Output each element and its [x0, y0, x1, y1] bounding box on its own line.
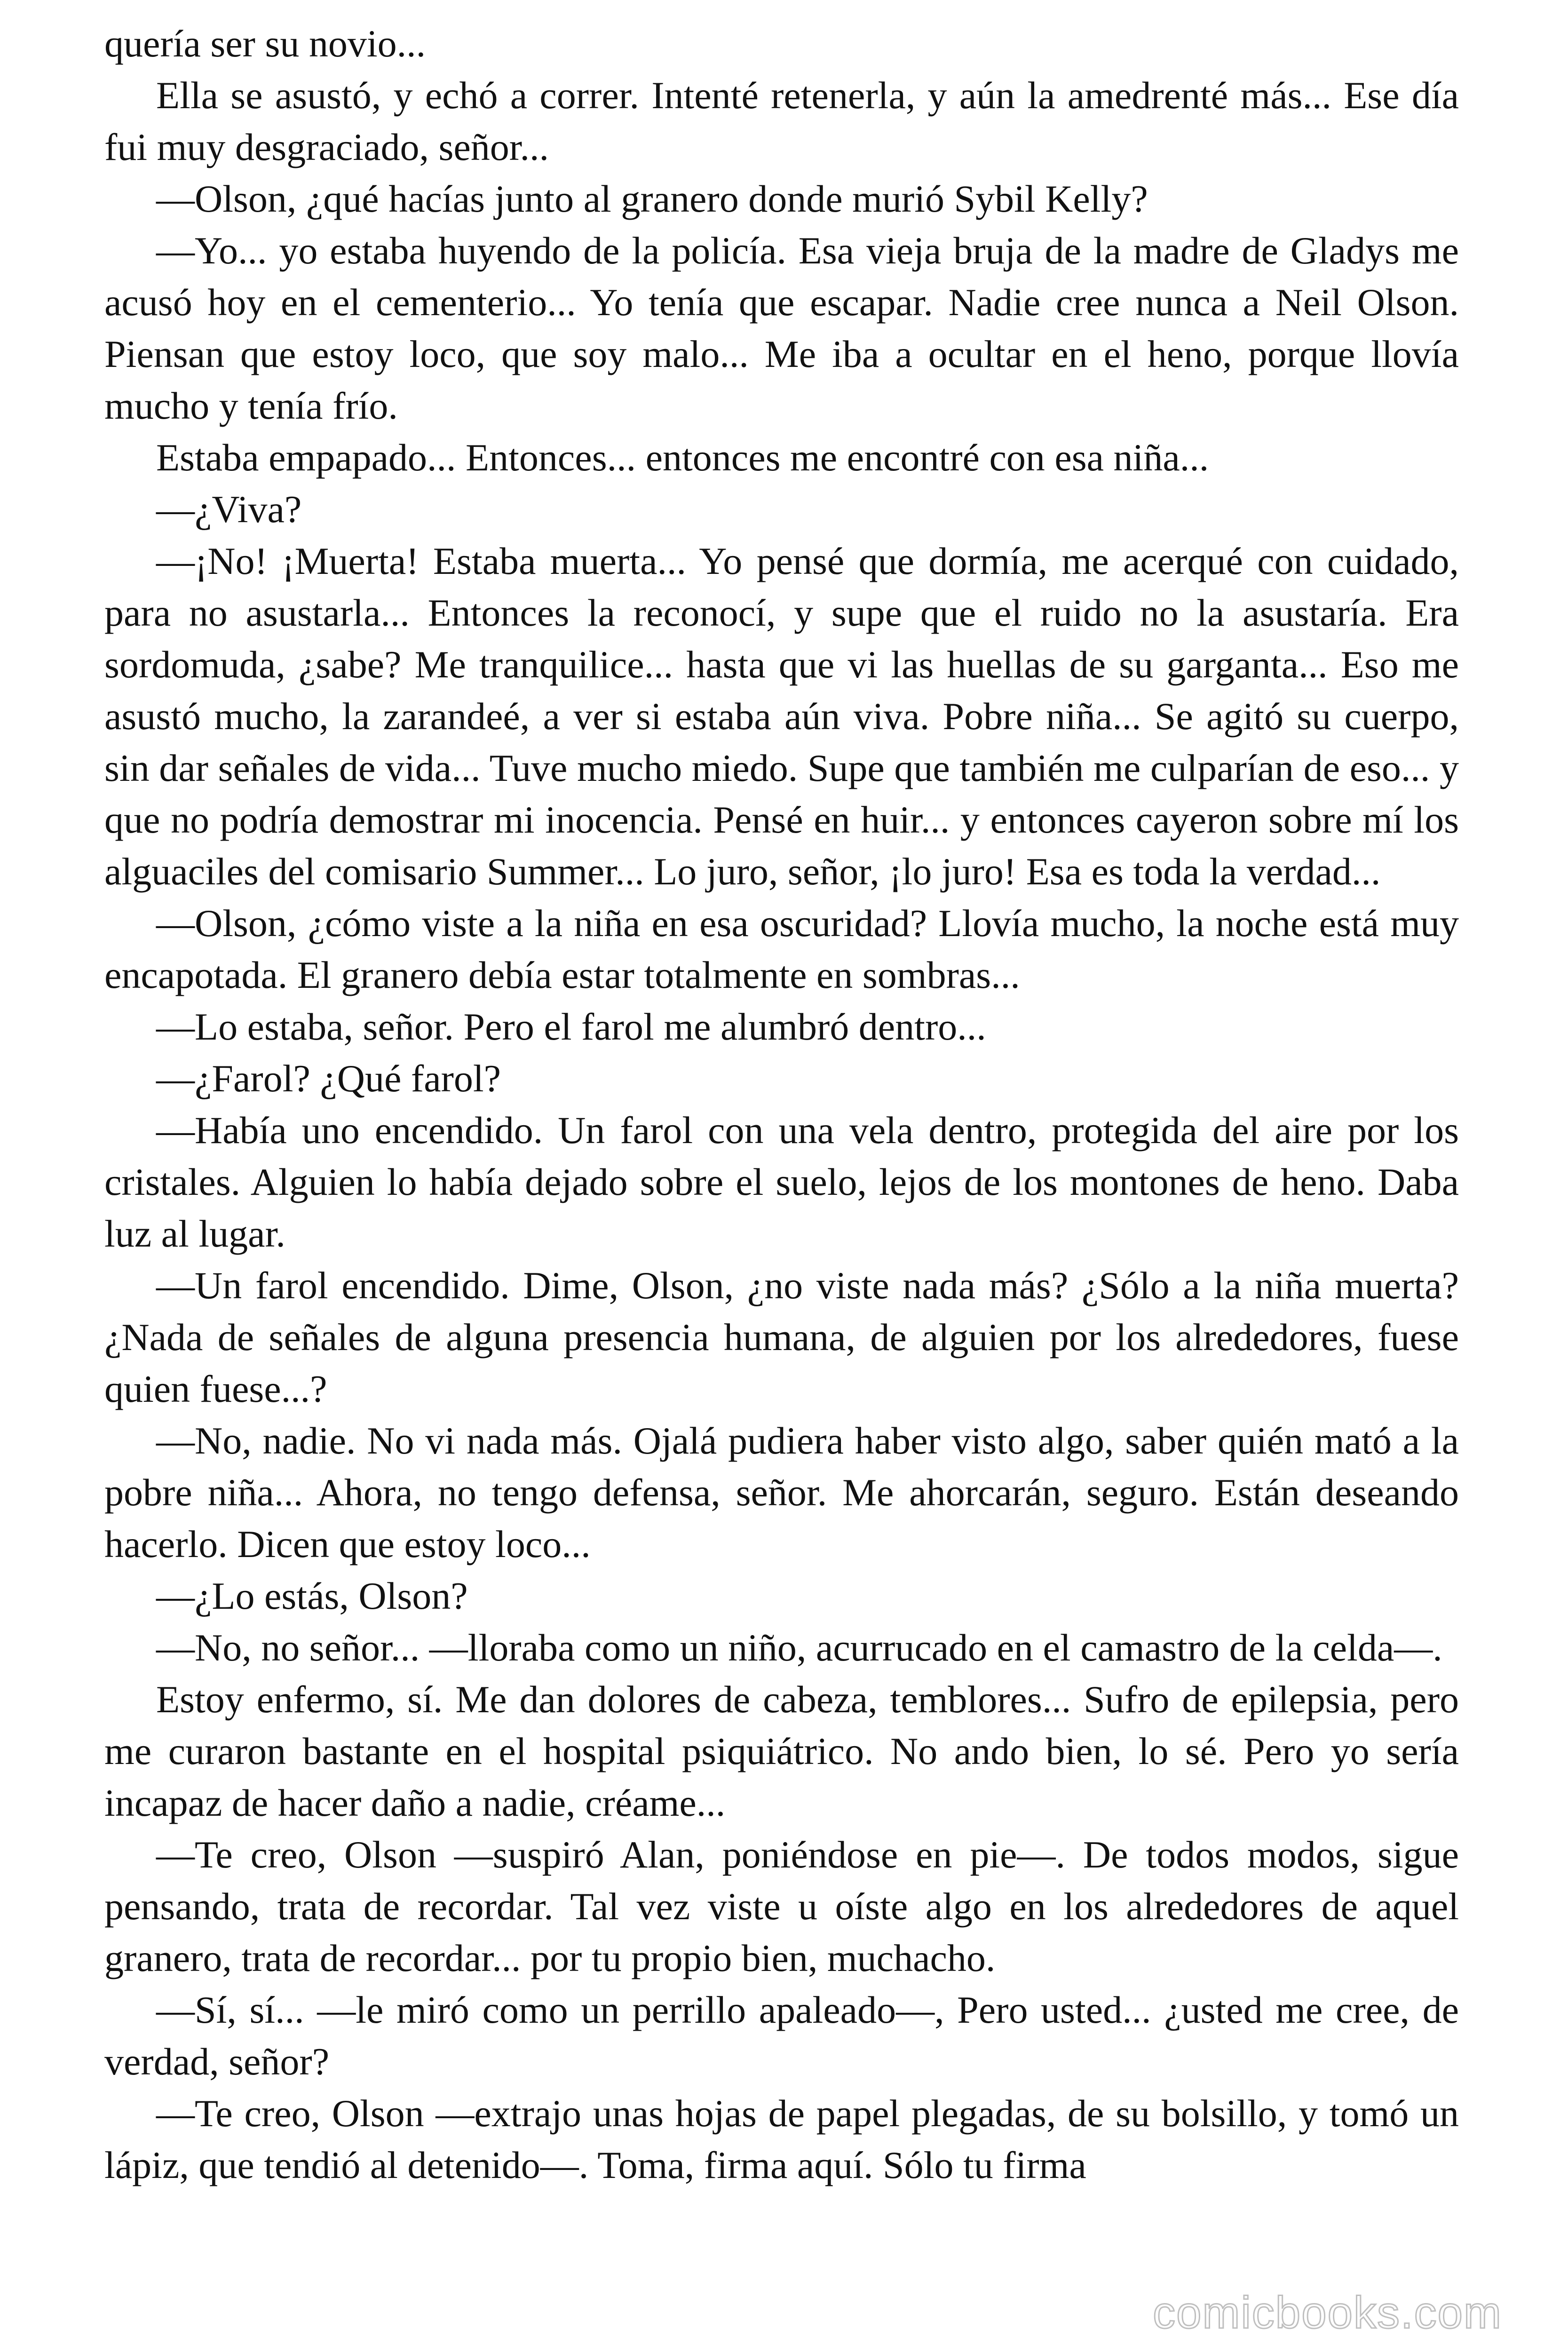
paragraph-12: —Un farol encendido. Dime, Olson, ¿no viste nada más? ¿Sólo a la niña muerta? ¿Nada de señales de alguna presencia humana, de alguien por los alrededores, fuese quien fuese...?: [104, 1264, 1459, 1410]
paragraph-10: —¿Farol? ¿Qué farol?: [156, 1057, 501, 1100]
paragraph-7: —¡No! ¡Muerta! Estaba muerta... Yo pensé que dormía, me acerqué con cuidado, para no asustarla... Entonces la reconocí, y supe que el ruido no la asustaría. Era sordomuda, ¿sabe? Me tranquilice... hasta que vi las huellas de su garganta... Eso me asustó mucho, la zarandeé, a ver si estaba aún viva. Pobre niña... Se agitó su cuerpo, sin dar señales de vida... Tuve mucho miedo. Supe que también me culparían de eso... y que no podría demostrar mi inocencia. Pensé en huir... y entonces cayeron sobre mí los alguaciles del comisario Summer... Lo juro, señor, ¡lo juro! Esa es toda la verdad...: [104, 540, 1459, 893]
paragraph-18: —Sí, sí... —le miró como un perrillo apaleado—, Pero usted... ¿usted me cree, de verdad, señor?: [104, 1988, 1459, 2083]
paragraph-3: —Olson, ¿qué hacías junto al granero donde murió Sybil Kelly?: [156, 177, 1148, 220]
paragraph-2: Ella se asustó, y echó a correr. Intenté retenerla, y aún la amedrenté más... Ese día fui muy desgraciado, señor...: [104, 74, 1459, 168]
paragraph-9: —Lo estaba, señor. Pero el farol me alumbró dentro...: [156, 1005, 986, 1048]
paragraph-1: quería ser su novio...: [104, 22, 426, 65]
paragraph-11: —Había uno encendido. Un farol con una vela dentro, protegida del aire por los cristales. Alguien lo había dejado sobre el suelo, lejos de los montones de heno. Daba luz al lugar.: [104, 1109, 1459, 1255]
paragraph-19: —Te creo, Olson —extrajo unas hojas de papel plegadas, de su bolsillo, y tomó un lápiz, que tendió al detenido—. Toma, firma aquí. Sólo tu firma: [104, 2092, 1459, 2186]
paragraph-15: —No, no señor... —lloraba como un niño, acurrucado en el camastro de la celda—.: [156, 1626, 1442, 1669]
paragraph-17: —Te creo, Olson —suspiró Alan, poniéndose en pie—. De todos modos, sigue pensando, trata de recordar. Tal vez viste u oíste algo en los alrededores de aquel granero, trata de recordar... por tu propio bien, muchacho.: [104, 1833, 1459, 1979]
paragraph-13: —No, nadie. No vi nada más. Ojalá pudiera haber visto algo, saber quién mató a la pobre niña... Ahora, no tengo defensa, señor. Me ahorcarán, seguro. Están deseando hacerlo. Dicen que estoy loco...: [104, 1419, 1459, 1565]
paragraph-5: Estaba empapado... Entonces... entonces me encontré con esa niña...: [156, 436, 1209, 479]
watermark-logo: comicbooks.com: [1153, 2288, 1502, 2338]
paragraph-4: —Yo... yo estaba huyendo de la policía. Esa vieja bruja de la madre de Gladys me acusó hoy en el cementerio... Yo tenía que escapar. Nadie cree nunca a Neil Olson. Piensan que estoy loco, que soy malo... Me iba a ocultar en el heno, porque llovía mucho y tenía frío.: [104, 229, 1459, 427]
paragraph-16: Estoy enfermo, sí. Me dan dolores de cabeza, temblores... Sufro de epilepsia, pero me curaron bastante en el hospital psiquiátrico. No ando bien, lo sé. Pero yo sería incapaz de hacer daño a nadie, créame...: [104, 1678, 1459, 1824]
paragraph-8: —Olson, ¿cómo viste a la niña en esa oscuridad? Llovía mucho, la noche está muy encapotada. El granero debía estar totalmente en sombras...: [104, 902, 1459, 996]
paragraph-14: —¿Lo estás, Olson?: [156, 1574, 468, 1617]
page-body-text: [104, 18, 1459, 2191]
paragraph-6: —¿Viva?: [156, 488, 302, 531]
